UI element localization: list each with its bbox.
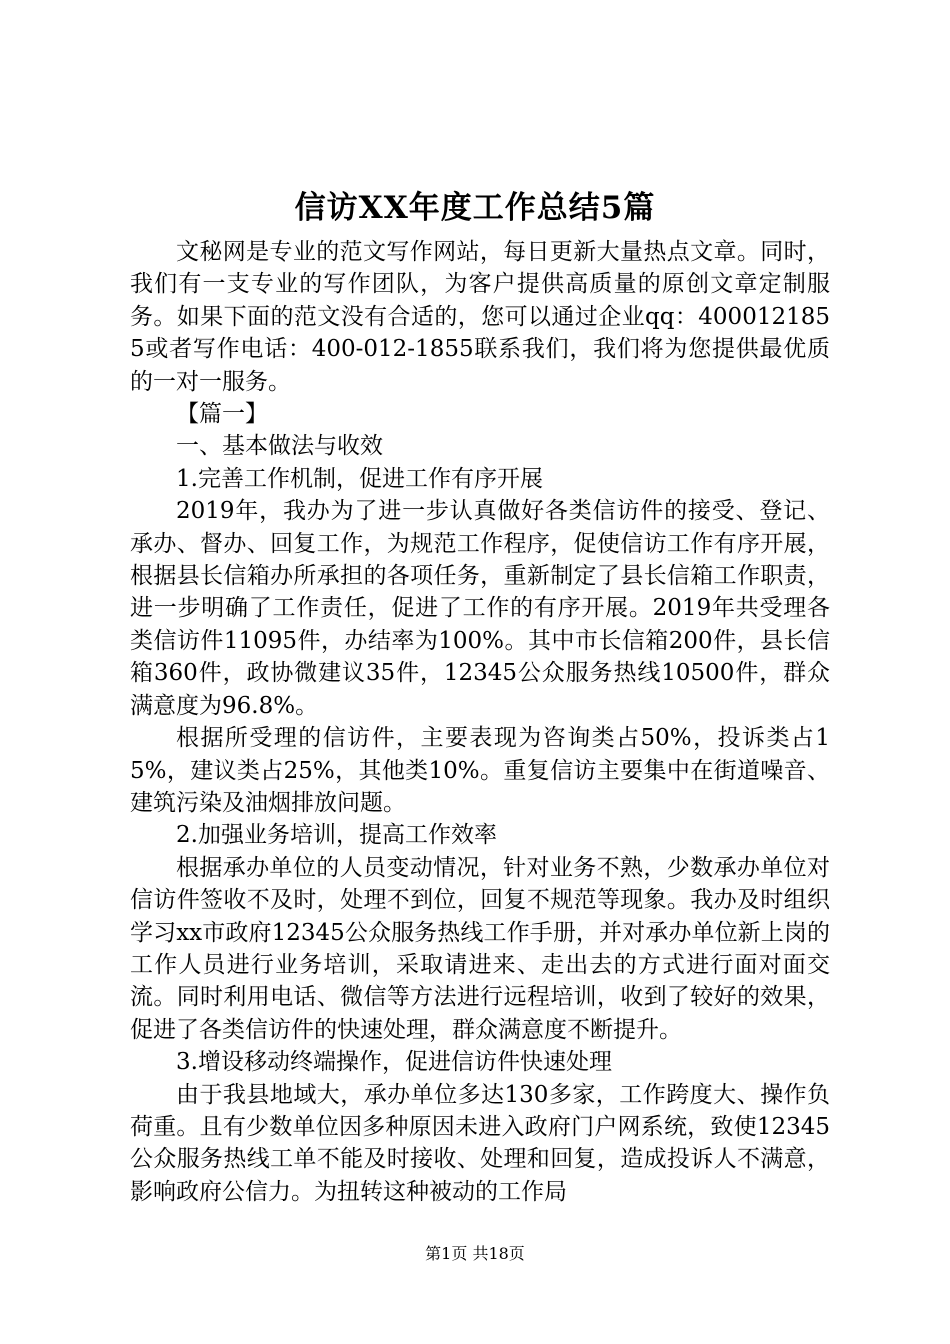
document-body xyxy=(130,236,830,1208)
body-paragraph: 由于我县地域大，承办单位多达130多家，工作跨度大、操作负荷重。且有少数单位因多种原因未进入政府门户网系统，致使12345公众服务热线工单不能及时接收、处理和回复，造成投诉人不满意，影响政府公信力。为扭转这种被动的工作局 xyxy=(130,1081,830,1205)
body-paragraph: 2019年，我办为了进一步认真做好各类信访件的接受、登记、承办、督办、回复工作，为规范工作程序，促使信访工作有序开展，根据县长信箱办所承担的各项任务，重新制定了县长信箱工作职责，进一步明确了工作责任，促进了工作的有序开展。2019年共受理各类信访件11095件，办结率为100%。其中市长信箱200件，县长信箱360件，政协微建议35件，12345公众服务热线10500件，群众满意度为96.8%。 xyxy=(130,498,830,719)
body-paragraph: 根据所受理的信访件，主要表现为咨询类占50%，投诉类占15%，建议类占25%，其他类10%。重复信访主要集中在街道噪音、建筑污染及油烟排放问题。 xyxy=(130,725,830,816)
section-marker: 【篇一】 xyxy=(176,401,268,428)
document-title: 信访XX年度工作总结5篇 xyxy=(294,190,656,226)
section-heading: 一、基本做法与收效 xyxy=(176,433,383,460)
page-footer: 第1页 共18页 xyxy=(425,1244,525,1263)
subsection-heading: 3.增设移动终端操作，促进信访件快速处理 xyxy=(176,1049,612,1076)
body-paragraph: 根据承办单位的人员变动情况，针对业务不熟，少数承办单位对信访件签收不及时，处理不到位，回复不规范等现象。我办及时组织学习xx市政府12345公众服务热线工作手册，并对承办单位新上岗的工作人员进行业务培训，采取请进来、走出去的方式进行面对面交流。同时利用电话、微信等方法进行远程培训，收到了较好的效果，促进了各类信访件的快速处理，群众满意度不断提升。 xyxy=(130,854,830,1043)
intro-paragraph: 文秘网是专业的范文写作网站，每日更新大量热点文章。同时，我们有一支专业的写作团队，为客户提供高质量的原创文章定制服务。如果下面的范文没有合适的，您可以通过企业qq：4000121855或者写作电话：400-012-1855联系我们，我们将为您提供最优质的一对一服务。 xyxy=(130,239,830,395)
subsection-heading: 1.完善工作机制，促进工作有序开展 xyxy=(176,465,543,492)
subsection-heading: 2.加强业务培训，提高工作效率 xyxy=(176,822,497,849)
